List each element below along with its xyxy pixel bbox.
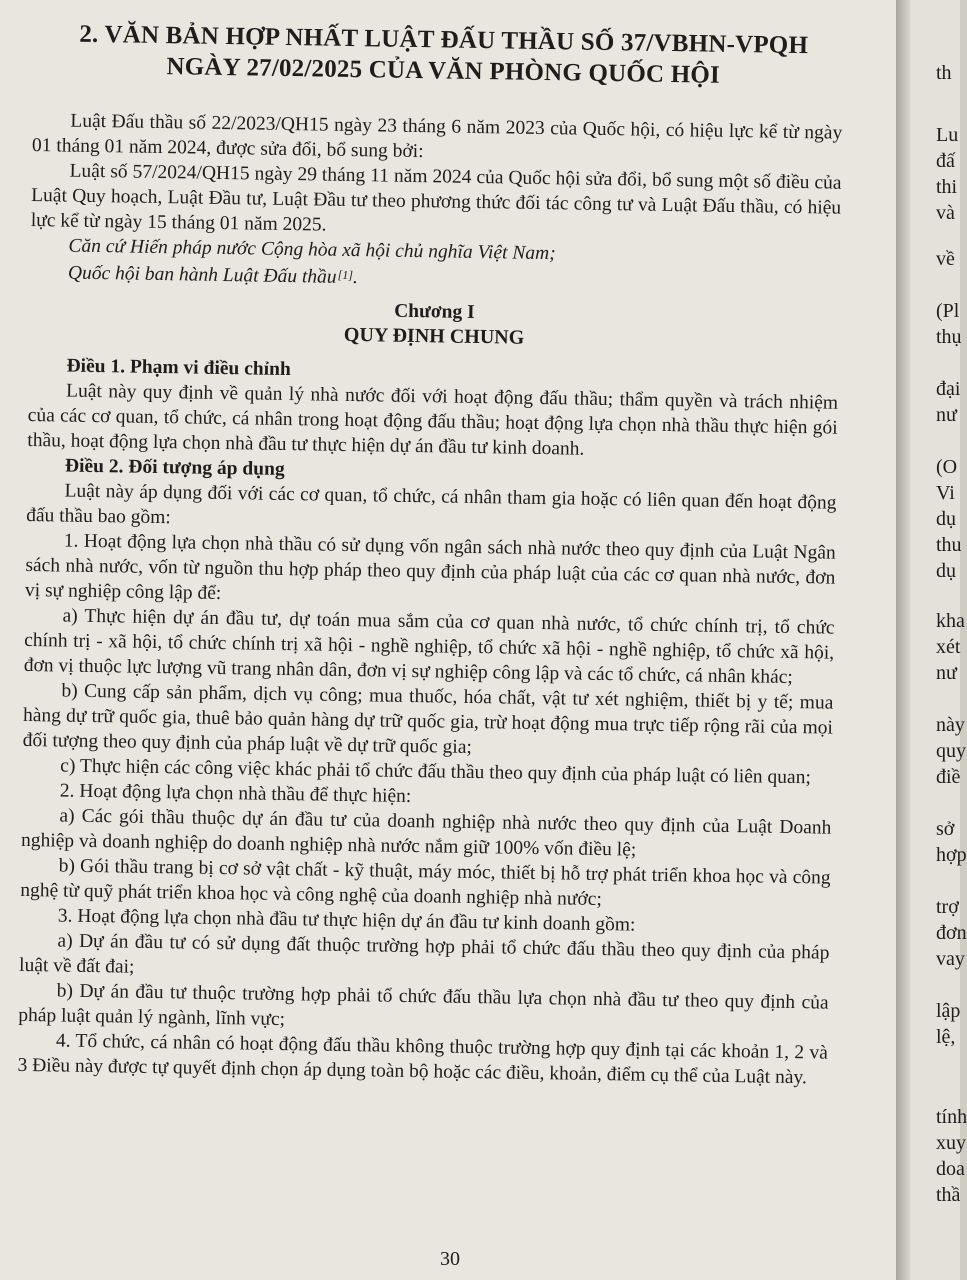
right-fragment: kha: [936, 610, 965, 632]
page-number: 30: [440, 1248, 460, 1270]
clause-3b: b) Dự án đầu tư thuộc trường hợp phải tổ chức đấu thầu lựa chọn nhà đầu tư theo quy định của pháp luật quản lý ngành, lĩnh vực;: [18, 980, 829, 1031]
right-fragment: xét: [936, 636, 961, 658]
document-title: [43, 18, 844, 93]
right-fragment: đơn: [936, 922, 967, 944]
clause-2: 2. Hoạt động lựa chọn nhà thầu để thực hiện:: [59, 780, 412, 808]
right-fragment: tính: [936, 1106, 967, 1128]
title-line-2: NGÀY 27/02/2025 CỦA VĂN PHÒNG QUỐC HỘI: [166, 53, 721, 89]
right-book-page-fragment: [910, 0, 967, 1280]
right-fragment: lập: [936, 1000, 961, 1022]
right-fragment: hợp: [936, 844, 967, 866]
right-fragment: (O: [936, 456, 958, 478]
enactment-end: .: [352, 267, 359, 289]
right-fragment: sở: [936, 818, 955, 840]
right-fragment: dụ: [936, 508, 956, 530]
right-fragment: nư: [936, 404, 957, 426]
title-line-1: 2. VĂN BẢN HỢP NHẤT LUẬT ĐẤU THẦU SỐ 37/VBHN-VPQH: [79, 20, 809, 60]
article-1-heading: Điều 1. Phạm vi điều chỉnh: [66, 355, 291, 381]
article-2-heading: Điều 2. Đối tượng áp dụng: [64, 455, 285, 480]
intro-paragraph-2: Luật số 57/2024/QH15 ngày 29 tháng 11 năm 2024 của Quốc hội sửa đổi, bổ sung một số điều của Luật Quy hoạch, Luật Đầu tư, Luật Đầu tư theo phương thức đối tác công tư và Luật Đấu thầu, có hiệu lực kể từ ngày 15 tháng 01 năm 2025.: [30, 160, 842, 236]
intro-paragraph-1: Luật Đấu thầu số 22/2023/QH15 ngày 23 tháng 6 năm 2023 của Quốc hội, có hiệu lực kể từ ngày 01 tháng 01 năm 2024, được sửa đổi, bổ sung bởi:: [31, 110, 843, 163]
right-fragment: thu: [936, 534, 962, 556]
right-fragment: lệ,: [936, 1026, 956, 1048]
chapter-title: QUY ĐỊNH CHUNG: [343, 323, 525, 349]
enactment-text: Quốc hội ban hành Luật Đấu thầu: [67, 262, 337, 288]
right-fragment: thầ: [936, 1184, 961, 1206]
clause-2b: b) Gói thầu trang bị cơ sở vật chất - kỹ thuật, máy móc, thiết bị hỗ trợ phát triển khoa học và công nghệ từ quỹ phát triển khoa học và công nghệ của doanh nghiệp nhà nước;: [20, 855, 831, 911]
right-fragment: đại: [936, 378, 961, 400]
page-content: [17, 18, 844, 1091]
right-fragment: này: [936, 714, 965, 736]
right-fragment: doa: [936, 1158, 965, 1180]
right-fragment: đấ: [936, 150, 955, 172]
clause-4: 4. Tổ chức, cá nhân có hoạt động đấu thầu không thuộc trường hợp quy định tại các khoản 1, 2 và 3 Điều này được tự quyết định chọn áp dụng toàn bộ hoặc các điều, khoản, điểm cụ thể của Luật này.: [17, 1030, 829, 1089]
right-fragment: thi: [936, 176, 958, 198]
right-fragment: trợ: [936, 896, 959, 918]
right-fragment: thụ: [936, 326, 962, 348]
right-fragment: về: [936, 248, 955, 270]
right-fragment: Vi: [936, 482, 955, 504]
article-2-intro: Luật này áp dụng đối với các cơ quan, tổ chức, cá nhân tham gia hoặc có liên quan đến hoạt động đấu thầu bao gồm:: [26, 480, 837, 529]
right-fragment: quy: [936, 740, 966, 762]
right-fragment: vay: [936, 948, 965, 970]
constitution-basis: Căn cứ Hiến pháp nước Cộng hòa xã hội chủ nghĩa Việt Nam;: [68, 235, 556, 265]
clause-2a: a) Các gói thầu thuộc dự án đầu tư của doanh nghiệp nhà nước theo quy định của Luật Doanh nghiệp và doanh nghiệp do doanh nghiệp nhà nước nắm giữ 100% vốn điều lệ;: [20, 805, 832, 861]
right-fragment: nư: [936, 662, 957, 684]
clause-1c: c) Thực hiện các công việc khác phải tổ chức đấu thầu theo quy định của pháp luật có liên quan;: [60, 755, 812, 789]
right-fragment: dụ: [936, 560, 956, 582]
book-gutter: [896, 0, 910, 1280]
article-1-text: Luật này quy định về quản lý nhà nước đối với hoạt động đấu thầu; thẩm quyền và trách nhiệm của các cơ quan, tổ chức, cá nhân trong hoạt động đấu thầu; hoạt động lựa chọn nhà thầu thực hiện gói thầu, hoạt động lựa chọn nhà đầu tư thực hiện dự án đầu tư kinh doanh.: [27, 380, 839, 460]
chapter-label: Chương I: [394, 300, 475, 323]
clause-1: 1. Hoạt động lựa chọn nhà thầu có sử dụng vốn ngân sách nhà nước theo quy định của Luật Ngân sách nhà nước, vốn từ nguồn thu hợp pháp theo quy định của pháp luật của các cơ quan nhà nước, đơn vị sự nghiệp công lập để:: [24, 530, 836, 605]
right-fragment: th: [936, 62, 952, 84]
clause-1b: b) Cung cấp sản phẩm, dịch vụ công; mua thuốc, hóa chất, vật tư xét nghiệm, thiết bị y tế; mua hàng dự trữ quốc gia, thuê bảo quản hàng dự trữ quốc gia, trừ hoạt động mua trực tiếp rộng rãi của mọi đối tượng theo quy định của pháp luật về dự trữ quốc gia;: [22, 680, 834, 758]
right-fragment: xuy: [936, 1132, 966, 1154]
clause-1a: a) Thực hiện dự án đầu tư, dự toán mua sắm của cơ quan nhà nước, tổ chức chính trị, tổ chức chính trị - xã hội, tổ chức chính trị xã hội - nghề nghiệp, tổ chức xã hội - nghề nghiệp, tổ chức xã hội, đơn vị thuộc lực lượng vũ trang nhân dân, đơn vị sự nghiệp công lập và các tổ chức, cá nhân khác;: [23, 605, 835, 688]
clause-3a: a) Dự án đầu tư có sử dụng đất thuộc trường hợp phải tổ chức đấu thầu theo quy định của pháp luật về đất đai;: [18, 930, 830, 978]
right-fragment: Lu: [936, 124, 959, 146]
right-fragment: và: [936, 202, 955, 224]
right-fragment: (Pl: [936, 300, 960, 322]
footnote-link[interactable]: [1]: [337, 267, 354, 283]
right-fragment: điề: [936, 766, 961, 788]
clause-3: 3. Hoạt động lựa chọn nhà đầu tư thực hiện dự án đầu tư kinh doanh gồm:: [57, 905, 636, 936]
